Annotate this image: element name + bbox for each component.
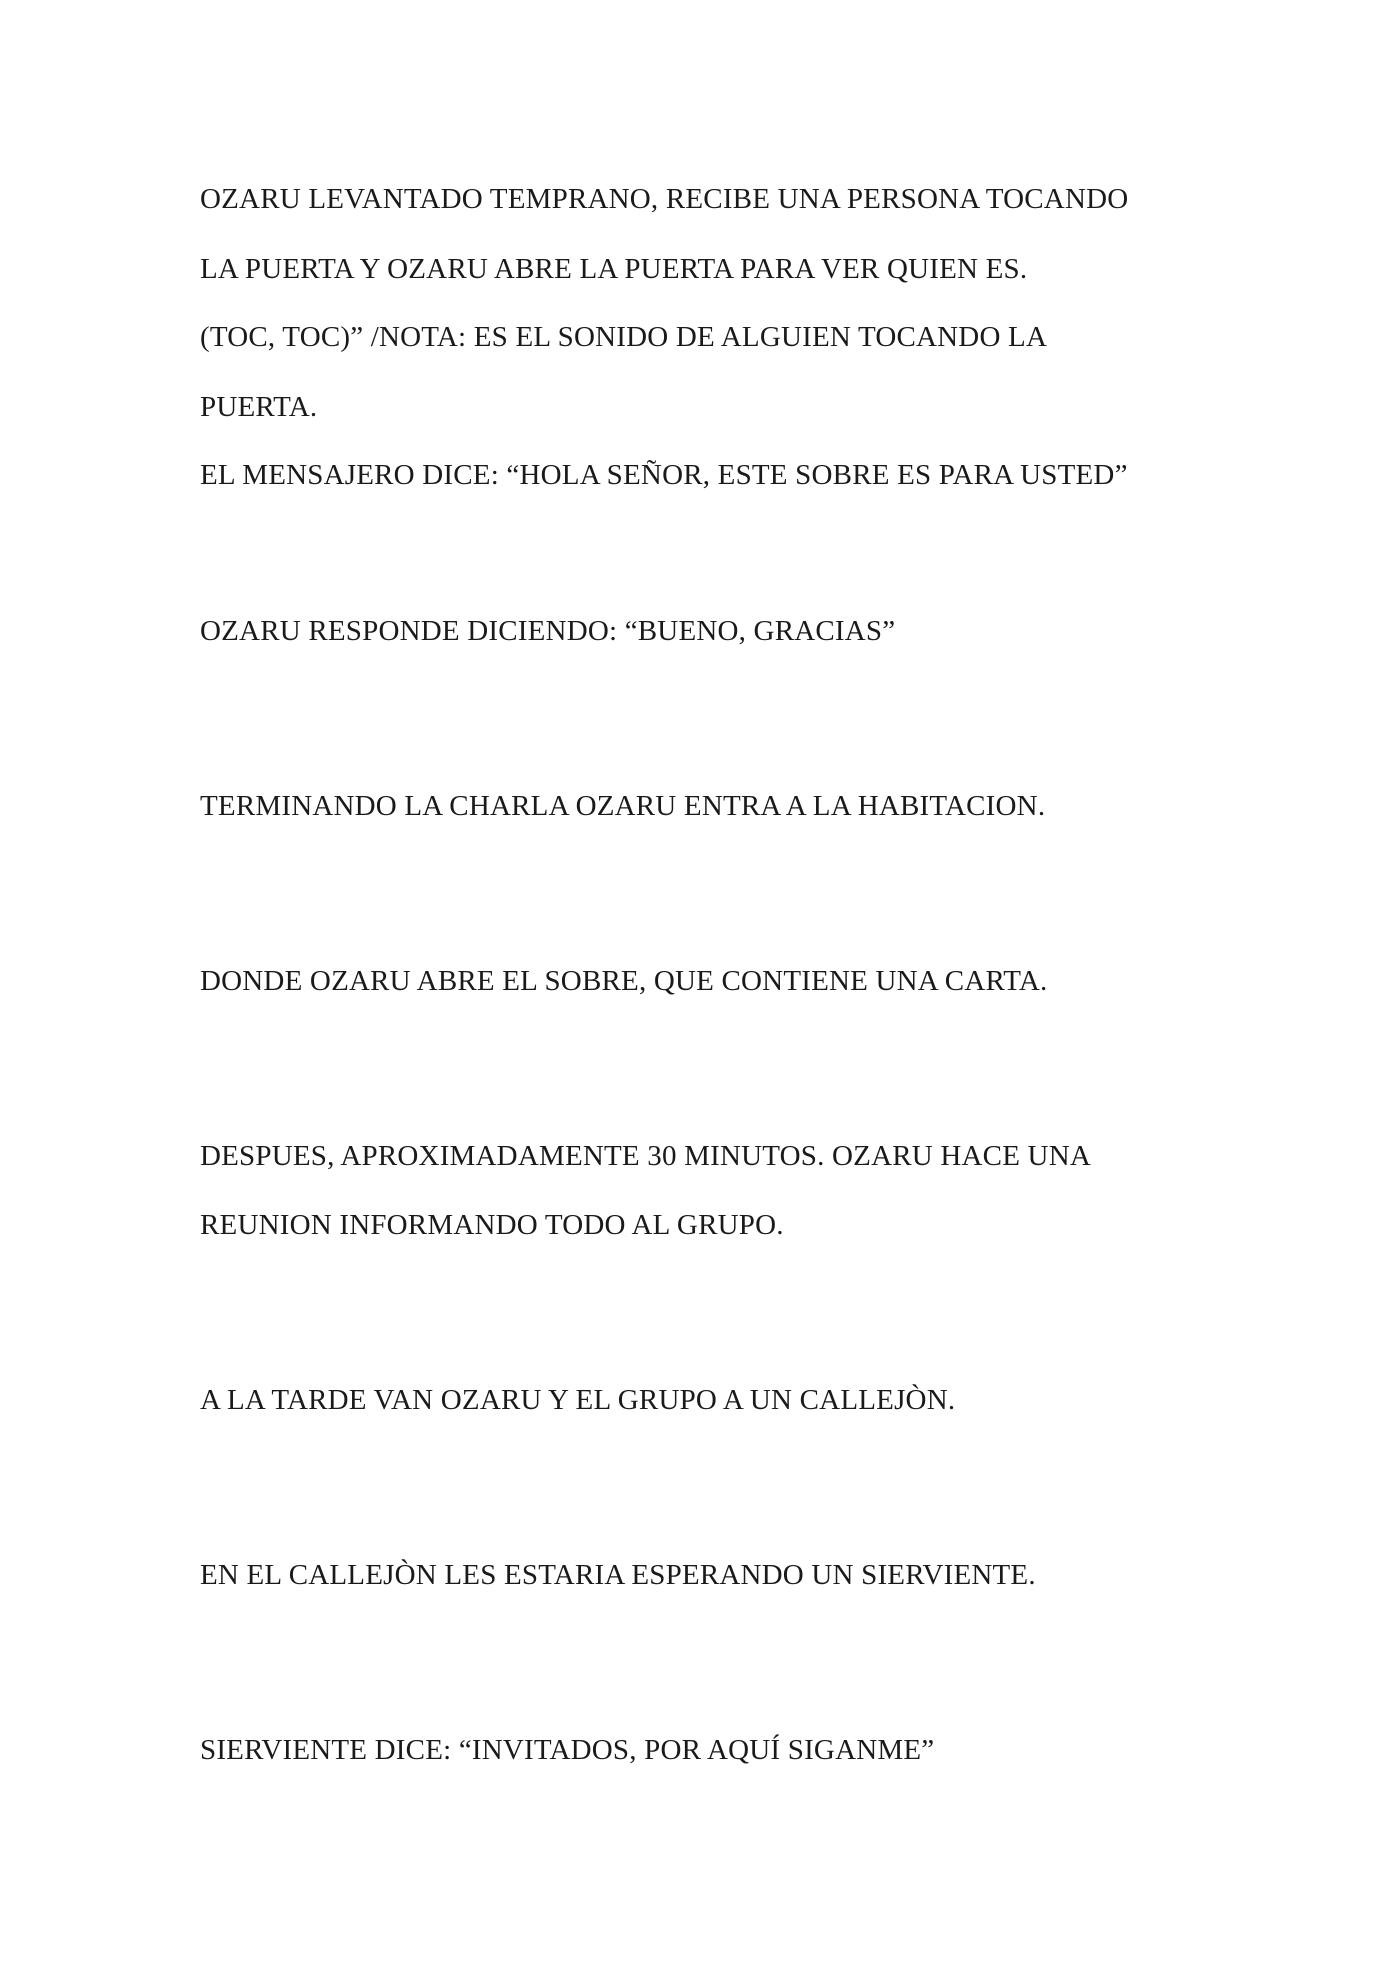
text-line: EL MENSAJERO DICE: “HOLA SEÑOR, ESTE SOBRE ES PARA USTED” [200,459,1128,491]
text-line: PUERTA. [200,391,318,423]
text-line: OZARU RESPONDE DICIENDO: “BUENO, GRACIAS” [200,615,896,647]
text-line: DONDE OZARU ABRE EL SOBRE, QUE CONTIENE UNA CARTA. [200,965,1048,997]
text-line: SIERVIENTE DICE: “INVITADOS, POR AQUÍ SIGANME” [200,1734,935,1766]
text-line: OZARU LEVANTADO TEMPRANO, RECIBE UNA PERSONA TOCANDO [200,183,1129,215]
text-line: DESPUES, APROXIMADAMENTE 30 MINUTOS. OZARU HACE UNA [200,1140,1091,1172]
text-line: LA PUERTA Y OZARU ABRE LA PUERTA PARA VER QUIEN ES. [200,253,1028,285]
text-line: EN EL CALLEJÒN LES ESTARIA ESPERANDO UN SIERVIENTE. [200,1559,1036,1591]
text-line: REUNION INFORMANDO TODO AL GRUPO. [200,1209,784,1241]
text-line: TERMINANDO LA CHARLA OZARU ENTRA A LA HABITACION. [200,790,1046,822]
text-line: A LA TARDE VAN OZARU Y EL GRUPO A UN CALLEJÒN. [200,1384,956,1416]
text-line: (TOC, TOC)” /NOTA: ES EL SONIDO DE ALGUIEN TOCANDO LA [200,321,1048,353]
